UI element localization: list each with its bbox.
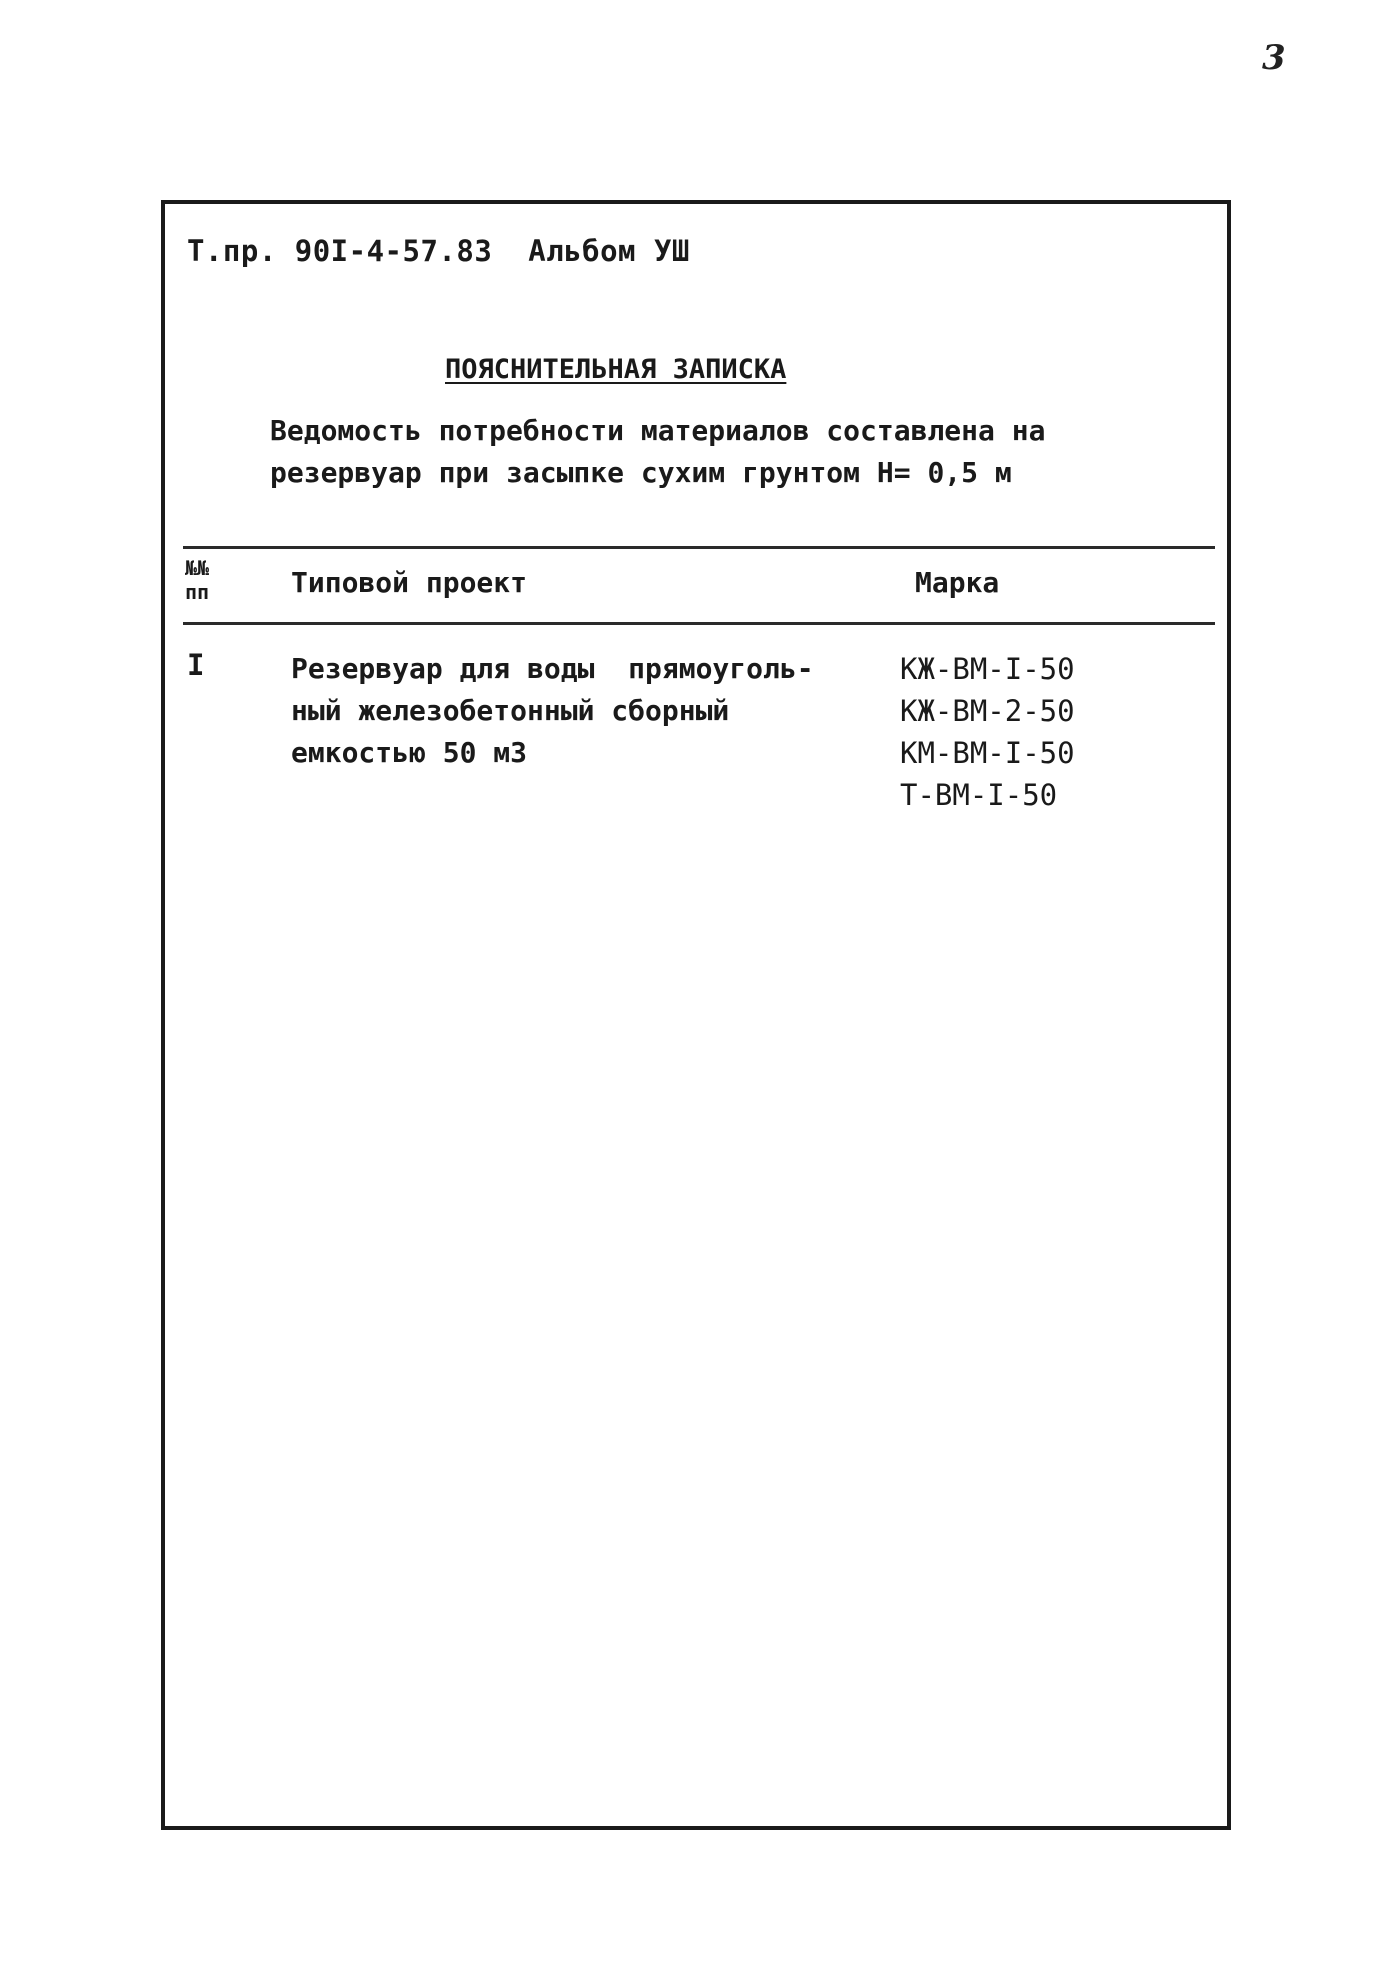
intro-line: Ведомость потребности материалов составлена на (270, 414, 1046, 447)
project-line: емкостью 50 м3 (291, 736, 528, 769)
mark-item: Т-ВМ-I-50 (900, 778, 1058, 812)
mark-item: КМ-ВМ-I-50 (900, 736, 1075, 770)
intro-line: резервуар при засыпке сухим грунтом Н= 0,5 м (270, 456, 1012, 489)
intro-paragraph (270, 410, 1045, 494)
table-top-rule (183, 546, 1215, 549)
table-row-project (291, 648, 814, 774)
table-row-number: I (187, 648, 205, 682)
mark-item: КЖ-ВМ-I-50 (900, 652, 1075, 686)
document-reference: Т.пр. 90I-4-57.83 Альбом УШ (187, 234, 690, 268)
column-header-project: Типовой проект (291, 566, 528, 599)
page-title: ПОЯСНИТЕЛЬНАЯ ЗАПИСКА (445, 354, 787, 385)
page-number: 3 (1262, 38, 1286, 78)
column-header-mark: Марка (915, 566, 1000, 599)
project-line: Резервуар для воды прямоуголь- (291, 652, 814, 685)
mark-item: КЖ-ВМ-2-50 (900, 694, 1075, 728)
column-header-number: №№ пп (185, 556, 210, 604)
document-frame (161, 200, 1231, 1830)
table-row-marks (900, 648, 1075, 816)
project-line: ный железобетонный сборный (291, 694, 730, 727)
table-header-rule (183, 622, 1215, 625)
